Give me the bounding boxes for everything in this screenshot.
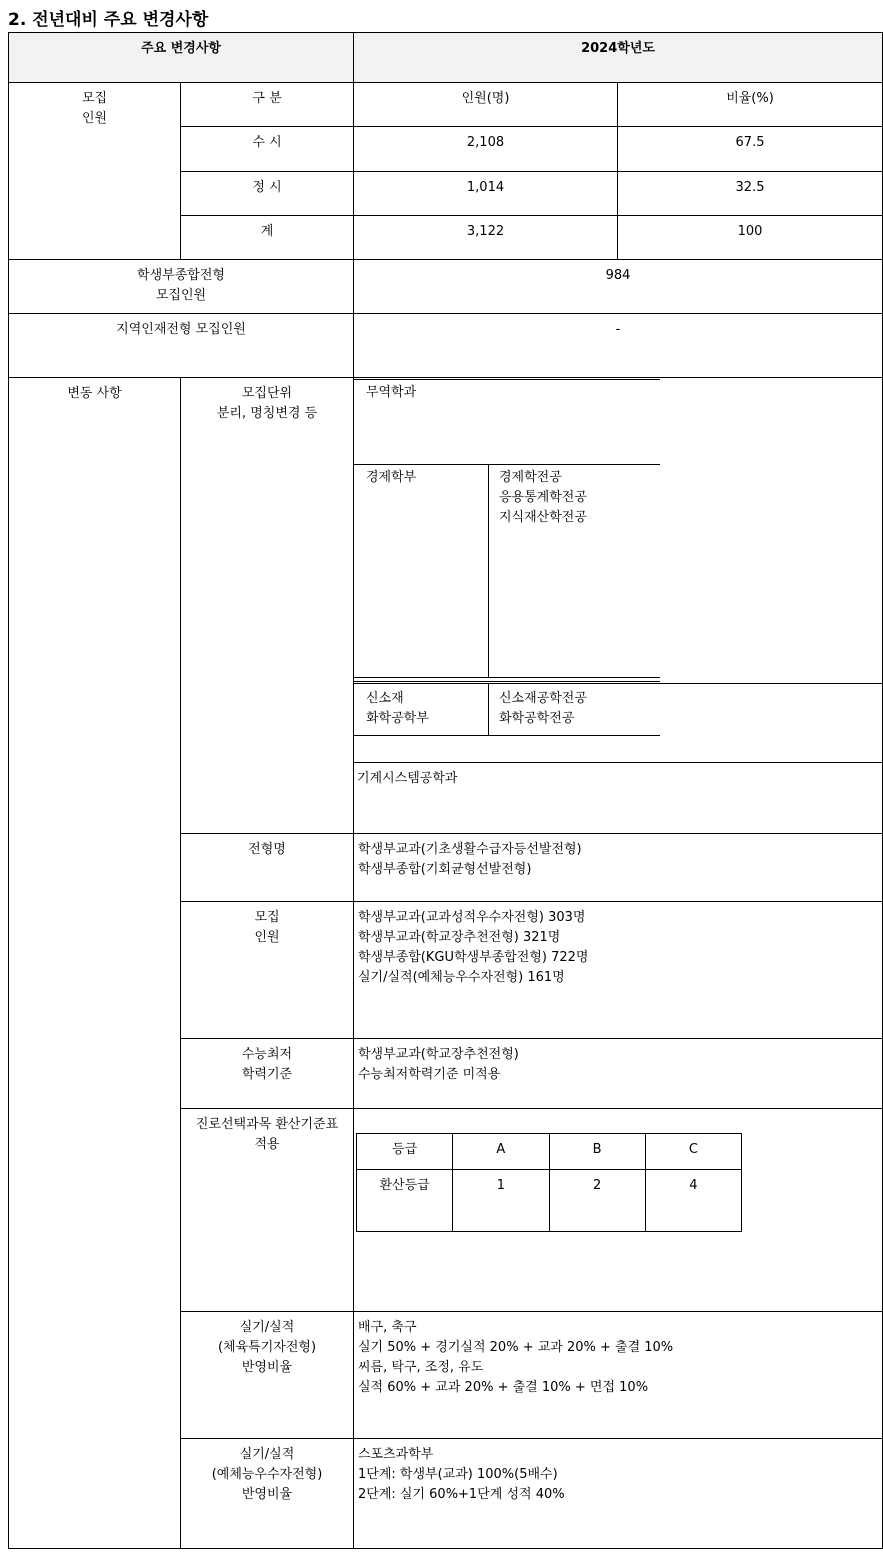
units-label: 모집단위 분리, 명칭변경 등	[181, 378, 354, 834]
table-row	[357, 1170, 742, 1232]
grade-table	[356, 1133, 742, 1232]
table-row	[357, 1134, 742, 1170]
grade-value-cell: 2	[549, 1170, 645, 1232]
changes-table	[8, 32, 883, 1549]
recruit-row-name: 수 시	[181, 127, 354, 172]
grade-value-cell: 4	[645, 1170, 741, 1232]
recruit-row-name: 계	[181, 216, 354, 260]
sports-special-label: 실기/실적 (체육특기자전형) 반영비율	[181, 1312, 354, 1439]
csat-label: 수능최저 학력기준	[181, 1039, 354, 1109]
recruit-row-name: 정 시	[181, 172, 354, 216]
recruit-row-count: 1,014	[354, 172, 618, 216]
admission-name-value: 학생부교과(기초생활수급자등선발전형) 학생부종합(기회균형선발전형)	[354, 834, 883, 902]
grade-header-cell: A	[453, 1134, 549, 1170]
header-right: 2024학년도	[354, 33, 883, 83]
grade-header-cell: B	[549, 1134, 645, 1170]
recruit-row-ratio: 100	[618, 216, 883, 260]
csat-value: 학생부교과(학교장추천전형) 수능최저학력기준 미적용	[354, 1039, 883, 1109]
admission-name-label: 전형명	[181, 834, 354, 902]
unit-econ-majors: 경제학전공 응용통계학전공 지식재산학전공	[499, 470, 587, 525]
recruit-row-count: 3,122	[354, 216, 618, 260]
comprehensive-label: 학생부종합전형 모집인원	[9, 260, 354, 314]
quota-label: 모집 인원	[181, 902, 354, 1039]
arts-sports-label: 실기/실적 (예체능우수자전형) 반영비율	[181, 1439, 354, 1549]
recruit-col-ratio: 비율(%)	[618, 83, 883, 127]
recruit-row-ratio: 67.5	[618, 127, 883, 172]
sports-special-value: 배구, 축구 실기 50% + 경기실적 20% + 교과 20% + 출결 10% 씨름, 탁구, 조정, 유도 실적 60% + 교과 20% + 출결 10% + 면접 10%	[354, 1312, 883, 1439]
recruit-col-count: 인원(명)	[354, 83, 618, 127]
conversion-cell	[354, 1109, 883, 1312]
unit-econ-school: 경제학부	[366, 470, 417, 485]
comprehensive-value: 984	[354, 260, 883, 314]
unit-chem-school: 신소재 화학공학부	[366, 691, 429, 726]
section-heading: 2. 전년대비 주요 변경사항	[8, 10, 209, 30]
recruit-label: 모집 인원	[9, 83, 181, 260]
grade-header-cell: C	[645, 1134, 741, 1170]
unit-chem-majors: 신소재공학전공 화학공학전공	[499, 691, 587, 726]
unit-mech: 기계시스템공학과	[357, 771, 458, 786]
recruit-row-count: 2,108	[354, 127, 618, 172]
changes-label: 변동 사항	[9, 378, 181, 1549]
quota-value: 학생부교과(교과성적우수자전형) 303명 학생부교과(학교장추천전형) 321명 학생부종합(KGU학생부종합전형) 722명 실기/실적(예체능우수자전형) 161명	[354, 902, 883, 1039]
grade-header-cell: 등급	[357, 1134, 453, 1170]
grade-value-cell: 1	[453, 1170, 549, 1232]
regional-label: 지역인재전형 모집인원	[9, 314, 354, 378]
grade-value-cell: 환산등급	[357, 1170, 453, 1232]
recruit-row-ratio: 32.5	[618, 172, 883, 216]
conversion-label: 진로선택과목 환산기준표 적용	[181, 1109, 354, 1312]
unit-trade: 무역학과	[366, 385, 417, 400]
arts-sports-value: 스포츠과학부 1단계: 학생부(교과) 100%(5배수) 2단계: 실기 60%+1단계 성적 40%	[354, 1439, 883, 1549]
header-left: 주요 변경사항	[9, 33, 354, 83]
units-cell	[354, 378, 883, 834]
regional-value: -	[354, 314, 883, 378]
recruit-col-category: 구 분	[181, 83, 354, 127]
